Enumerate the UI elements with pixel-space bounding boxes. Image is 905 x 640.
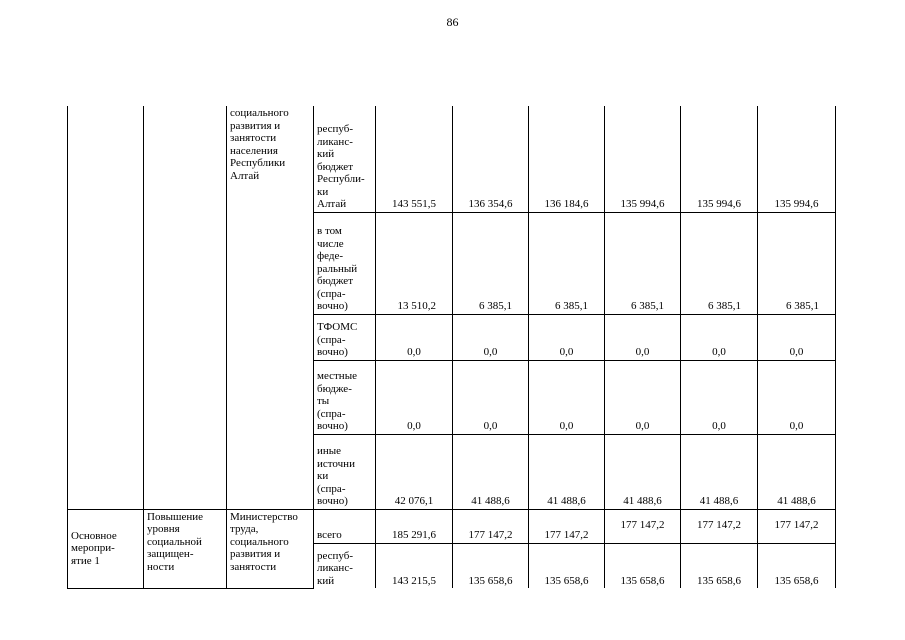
value-cell: 42 076,1 — [376, 434, 453, 509]
cell-text-line: (спра- — [317, 482, 346, 495]
executor-cell — [227, 509, 314, 588]
event-cell — [68, 509, 144, 588]
value-cell: 135 658,6 — [758, 543, 836, 588]
value-cell: 185 291,6 — [376, 509, 453, 543]
value-cell: 41 488,6 — [681, 434, 758, 509]
cell-text-line: Министерство — [230, 510, 298, 523]
value-cell: 6 385,1 — [681, 212, 758, 314]
value-cell: 135 658,6 — [453, 543, 529, 588]
cell-text-line: социальной — [147, 535, 202, 548]
value-cell: 6 385,1 — [529, 212, 605, 314]
value-cell: 6 385,1 — [453, 212, 529, 314]
cell-text-line: меропри- — [71, 542, 115, 555]
cell-text-line: кий — [317, 574, 335, 587]
cell-text-line: иные — [317, 445, 342, 457]
value-cell: 135 658,6 — [681, 543, 758, 588]
cell-text-line: ности — [147, 560, 175, 573]
value-cell: 0,0 — [376, 360, 453, 434]
page-number: 86 — [446, 15, 459, 29]
value-cell: 135 994,6 — [758, 106, 836, 212]
table-row — [68, 509, 836, 543]
funding-source-cell — [314, 106, 376, 212]
value-cell: 0,0 — [681, 314, 758, 360]
value-cell: 177 147,2 — [758, 509, 836, 543]
value-cell: 143 551,5 — [376, 106, 453, 212]
value-cell: 41 488,6 — [529, 434, 605, 509]
value-cell: 41 488,6 — [453, 434, 529, 509]
cell-text-line: ТФОМС — [317, 321, 358, 333]
value-cell: 13 510,2 — [376, 212, 453, 314]
cell-text-line: вочно) — [317, 300, 348, 312]
funding-source-cell — [314, 360, 376, 434]
cell-text-line: ликанс- — [317, 562, 353, 574]
cell-text-line: Основное — [71, 529, 117, 542]
cell-text-line: Республики — [230, 157, 286, 169]
funding-source-cell — [314, 543, 376, 588]
value-cell: 0,0 — [376, 314, 453, 360]
value-cell: 0,0 — [758, 360, 836, 434]
value-cell: 41 488,6 — [605, 434, 681, 509]
cell-text-line: вочно) — [317, 495, 348, 507]
funding-source-cell — [314, 314, 376, 360]
goal-cell — [144, 106, 227, 509]
cell-text-line: развития и — [230, 119, 281, 132]
value-cell: 177 147,2 — [453, 509, 529, 543]
cell-text-line: кий — [317, 148, 335, 160]
cell-text-line: в том — [317, 225, 342, 237]
value-cell: 6 385,1 — [758, 212, 836, 314]
value-cell: 0,0 — [681, 360, 758, 434]
value-cell: 0,0 — [453, 314, 529, 360]
value-cell: 177 147,2 — [529, 509, 605, 543]
cell-text-line: (спра- — [317, 333, 346, 346]
value-cell: 135 658,6 — [529, 543, 605, 588]
cell-text-line: феде- — [317, 250, 344, 262]
cell-text-line: источни — [317, 457, 355, 470]
value-cell: 0,0 — [605, 360, 681, 434]
budget-table — [67, 106, 836, 589]
value-cell: 0,0 — [529, 314, 605, 360]
cell-text-line: защищен- — [147, 548, 194, 560]
cell-text-line: респуб- — [317, 123, 354, 135]
value-cell: 136 354,6 — [453, 106, 529, 212]
cell-text-line: труда, — [230, 523, 259, 535]
cell-text-line: ятие 1 — [71, 554, 100, 567]
goal-cell — [144, 509, 227, 588]
table-row — [68, 106, 836, 212]
funding-source-cell — [314, 509, 376, 543]
value-cell: 177 147,2 — [681, 509, 758, 543]
cell-text-line: ральный — [317, 262, 358, 275]
value-cell: 41 488,6 — [758, 434, 836, 509]
cell-text-line: населения — [230, 144, 278, 157]
cell-text-line: ки — [317, 470, 329, 482]
cell-text-line: вочно) — [317, 346, 348, 358]
value-cell: 143 215,5 — [376, 543, 453, 588]
cell-text-line: респуб- — [317, 549, 354, 562]
value-cell: 135 658,6 — [605, 543, 681, 588]
funding-source-cell — [314, 212, 376, 314]
cell-text-line: занятости — [230, 132, 277, 144]
cell-text-line: ты — [317, 395, 330, 407]
value-cell: 136 184,6 — [529, 106, 605, 212]
cell-text-line: развития и — [230, 548, 281, 560]
cell-text-line: занятости — [230, 560, 277, 573]
cell-text-line: Республи- — [317, 173, 365, 185]
cell-text-line: (спра- — [317, 407, 346, 420]
value-cell: 0,0 — [453, 360, 529, 434]
event-cell — [68, 106, 144, 509]
cell-text-line: всего — [317, 529, 342, 541]
cell-text-line: ликанс- — [317, 135, 353, 148]
cell-text-line: вочно) — [317, 420, 348, 432]
cell-text-line: бюджет — [317, 275, 353, 287]
cell-text-line: числе — [317, 237, 344, 250]
cell-text-line: социального — [230, 535, 289, 548]
cell-text-line: Алтай — [230, 169, 260, 182]
value-cell: 0,0 — [529, 360, 605, 434]
value-cell: 6 385,1 — [605, 212, 681, 314]
value-cell: 135 994,6 — [681, 106, 758, 212]
value-cell: 0,0 — [605, 314, 681, 360]
executor-cell — [227, 106, 314, 509]
funding-source-cell — [314, 434, 376, 509]
cell-text-line: местные — [317, 370, 357, 382]
cell-text-line: бюдже- — [317, 382, 352, 395]
cell-text-line: бюджет — [317, 160, 353, 173]
cell-text-line: (спра- — [317, 287, 346, 300]
cell-text-line: Повышение — [147, 510, 204, 523]
value-cell: 0,0 — [758, 314, 836, 360]
cell-text-line: Алтай — [317, 198, 347, 210]
value-cell: 177 147,2 — [605, 509, 681, 543]
cell-text-line: ки — [317, 185, 329, 198]
cell-text-line: социального — [230, 107, 289, 119]
value-cell: 135 994,6 — [605, 106, 681, 212]
cell-text-line: уровня — [147, 523, 180, 535]
